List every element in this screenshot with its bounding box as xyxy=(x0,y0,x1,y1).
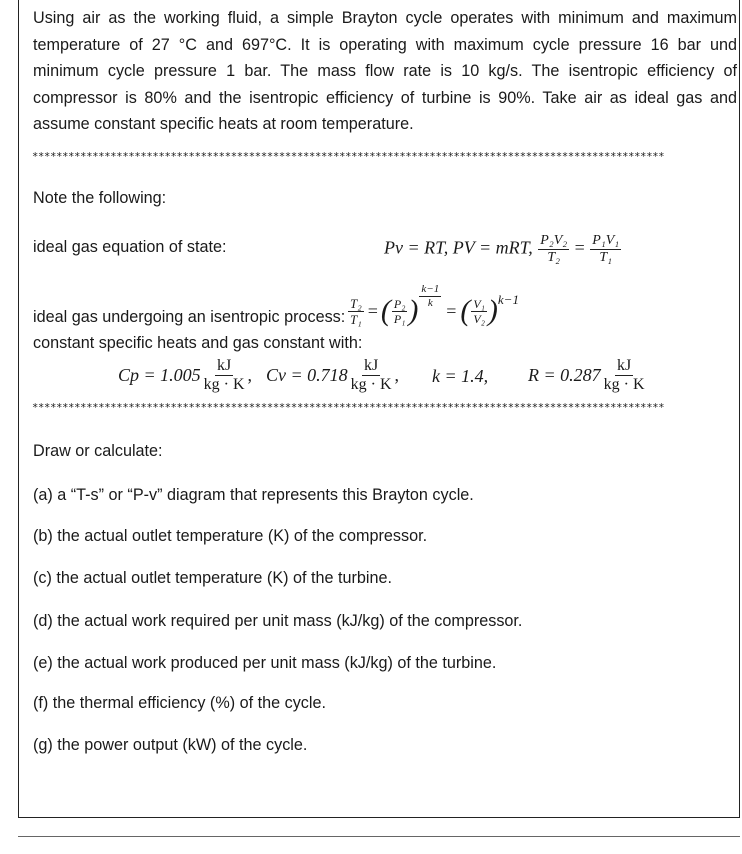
frac-num: kJ xyxy=(616,356,632,374)
frac-den: T₁ xyxy=(350,311,362,327)
frac-num: k−1 xyxy=(421,283,440,295)
cp-value: Cp = 1.005 xyxy=(118,364,201,385)
r-constant xyxy=(528,353,648,397)
frac-den: T₁ xyxy=(599,250,613,265)
problem-statement: Using air as the working fluid, a simple Brayton cycle operates with minimum and maximum temperature of 27 °C and 697°C. It is operating with maximum cycle pressure 16 bar und minimum cycle pressure 1 bar. The mass flow rate is 10 kg/s. The isentropic efficiency of compressor is 80% and the isentropic efficiency of turbine is 90%. Take air as ideal gas and assume constant specific heats at room temperature. xyxy=(33,9,737,133)
temperature-ratio xyxy=(348,297,364,326)
ideal-gas-fraction-left xyxy=(538,234,569,265)
close-paren: ) xyxy=(487,294,498,327)
frac-num: kJ xyxy=(363,356,379,374)
separator-bottom: ********************************************************************************************************* xyxy=(32,402,665,414)
cp-unit xyxy=(202,358,247,393)
task-b: (b) the actual outlet temperature (K) of the compressor. xyxy=(33,527,428,545)
frac-num: P₂ xyxy=(393,296,406,311)
isentropic-equation xyxy=(347,283,519,336)
equals-sign: = xyxy=(367,300,378,321)
tasks-heading: Draw or calculate: xyxy=(33,442,163,460)
equals-sign: = xyxy=(574,237,585,258)
equals-sign: = xyxy=(446,300,457,321)
task-f: (f) the thermal efficiency (%) of the cycle. xyxy=(33,694,326,712)
frac-den: P₁ xyxy=(393,311,406,326)
task-g: (g) the power output (kW) of the cycle. xyxy=(33,736,308,754)
frac-den: kg · K xyxy=(203,375,245,393)
open-paren: ( xyxy=(380,294,391,327)
open-paren: ( xyxy=(460,294,471,327)
task-c: (c) the actual outlet temperature (K) of the turbine. xyxy=(33,569,393,587)
separator-top: ********************************************************************************************************* xyxy=(32,151,665,163)
pressure-exponent xyxy=(419,284,441,309)
frac-den: T₂ xyxy=(547,250,561,265)
r-unit xyxy=(602,358,647,393)
task-e: (e) the actual work produced per unit mass (kJ/kg) of the turbine. xyxy=(33,654,497,672)
frac-num: V₁ xyxy=(473,296,485,311)
pressure-ratio xyxy=(392,298,408,325)
volume-exponent: k−1 xyxy=(497,292,519,307)
constants-label: constant specific heats and gas constant with: xyxy=(33,334,363,352)
frac-den: kg · K xyxy=(350,375,392,393)
cp-constant: Cp = 1.005 $\frac{kJ}{kg \cdot K}$ , xyxy=(118,356,253,393)
frac-num: P₂V₂ xyxy=(540,233,568,248)
k-constant: k = 1.4, xyxy=(432,366,489,386)
task-a: (a) a “T-s” or “P-v” diagram that represents this Brayton cycle. xyxy=(33,486,474,504)
r-value: R = 0.287 xyxy=(528,364,601,385)
frac-den: k xyxy=(427,297,433,309)
frac-den: kg · K xyxy=(603,375,645,393)
frac-den: V₂ xyxy=(473,311,485,326)
frac-num: P₁V₁ xyxy=(592,233,620,248)
isentropic-label: ideal gas undergoing an isentropic process: xyxy=(33,308,346,326)
close-paren: ) xyxy=(408,294,419,327)
ideal-gas-label: ideal gas equation of state: xyxy=(33,238,227,256)
cv-constant: Cv = 0.718 $\frac{kJ}{kg \cdot K}$ , xyxy=(266,356,400,393)
ideal-gas-equation xyxy=(384,234,622,265)
task-d: (d) the actual work required per unit mass (kJ/kg) of the compressor. xyxy=(33,612,523,630)
frac-num: kJ xyxy=(216,356,232,374)
ideal-gas-fraction-right xyxy=(590,234,621,265)
notes-heading: Note the following: xyxy=(33,189,167,207)
ideal-gas-eq-text: Pv = RT, PV = mRT, xyxy=(384,237,533,258)
cv-unit xyxy=(349,358,394,393)
cv-value: Cv = 0.718 xyxy=(266,364,348,385)
bottom-divider xyxy=(18,836,740,837)
frac-num: T₂ xyxy=(350,295,362,311)
volume-ratio xyxy=(471,298,487,325)
